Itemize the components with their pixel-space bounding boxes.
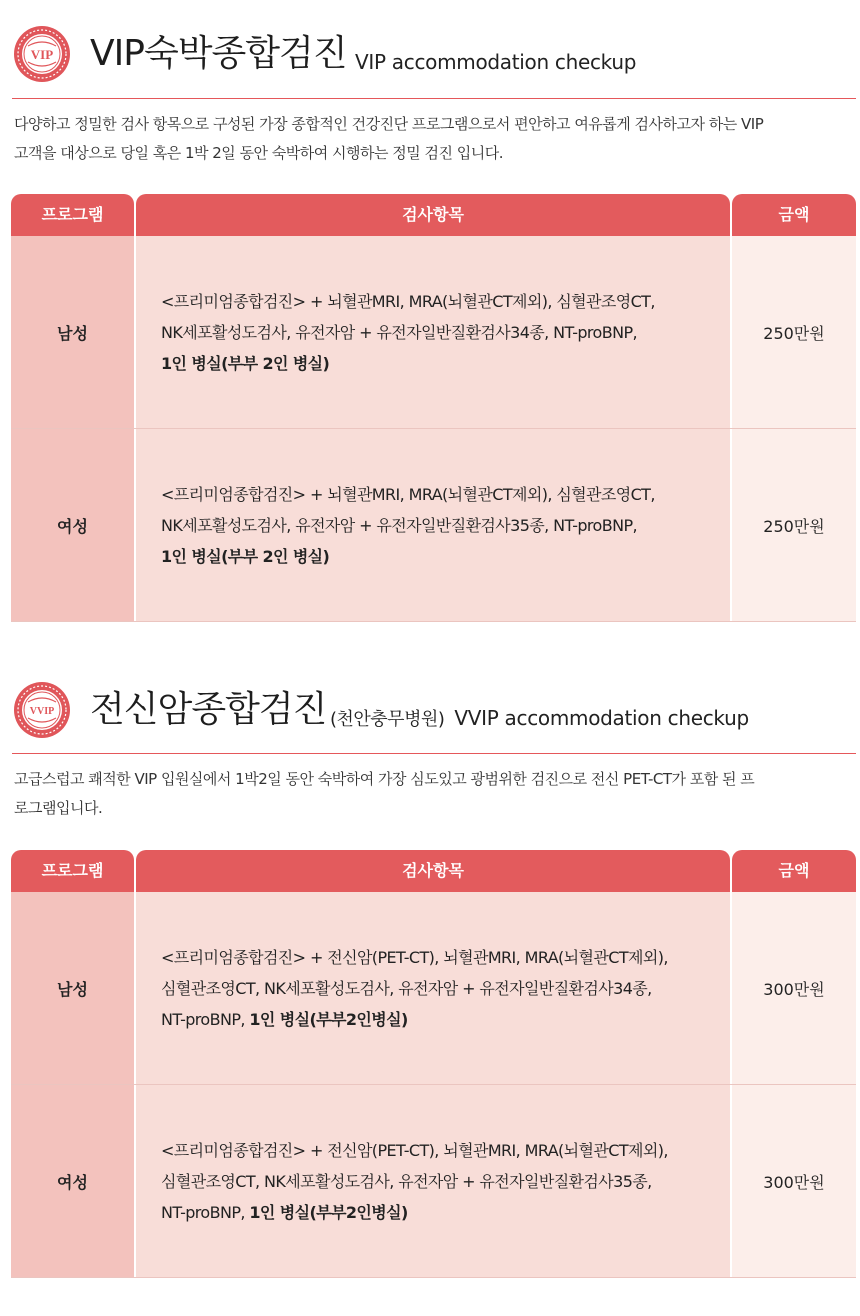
header-program: 프로그램 [11,194,134,236]
items-line: 심혈관조영CT, NK세포활성도검사, 유전자암 + 유전자일반질환검사34종, [161,978,652,998]
price-cell: 250만원 [732,429,856,621]
title-divider [12,98,856,99]
header-items: 검사항목 [136,194,730,236]
section-title-row [12,680,856,746]
page-title: 전신암종합검진 [90,689,327,730]
title-english: VIP accommodation checkup [355,50,637,74]
items-line: 심혈관조영CT, NK세포활성도검사, 유전자암 + 유전자일반질환검사35종, [161,1171,652,1191]
items-line: NT-proBNP, [161,1009,250,1029]
table-row [11,892,856,1084]
title-hospital: (천안충무병원) [330,709,445,730]
room-info: 1인 병실(부부2인병실) [249,1009,408,1029]
items-cell [136,892,730,1084]
description-line: 다양하고 정밀한 검사 항목으로 구성된 가장 종합적인 건강진단 프로그램으로서 편안하고 여유롭게 검사하고자 하는 VIP [14,115,764,133]
section-description [14,110,850,168]
header-items: 검사항목 [136,850,730,892]
table-row [11,429,856,621]
description-line: 고객을 대상으로 당일 혹은 1박 2일 동안 숙박하여 시행하는 정밀 검진 입니다. [14,144,504,162]
header-price: 금액 [732,194,856,236]
title-english: VVIP accommodation checkup [454,706,749,730]
program-cell: 남성 [11,236,134,428]
room-info: 1인 병실(부부 2인 병실) [161,353,330,373]
badge-text: VIP [30,47,54,62]
program-cell: 여성 [11,429,134,621]
items-line: <프리미엄종합검진> + 전신암(PET-CT), 뇌혈관MRI, MRA(뇌혈관CT제외), [161,1140,668,1160]
header-program: 프로그램 [11,850,134,892]
table-header [11,194,856,236]
table-row [11,1085,856,1277]
page-title: VIP숙박종합검진 [90,33,347,74]
section-description [14,765,850,823]
items-cell [136,429,730,621]
items-line: <프리미엄종합검진> + 전신암(PET-CT), 뇌혈관MRI, MRA(뇌혈관CT제외), [161,947,668,967]
row-divider [11,1277,856,1278]
vip-seal-icon [12,24,72,84]
items-cell [136,236,730,428]
header-price: 금액 [732,850,856,892]
items-line: NK세포활성도검사, 유전자암 + 유전자일반질환검사35종, NT-proBNP, [161,515,638,535]
program-cell: 남성 [11,892,134,1084]
items-line: <프리미엄종합검진> + 뇌혈관MRI, MRA(뇌혈관CT제외), 심혈관조영CT, [161,484,655,504]
price-cell: 300만원 [732,1085,856,1277]
row-divider [11,621,856,622]
room-info: 1인 병실(부부 2인 병실) [161,546,330,566]
badge-text: VVIP [29,706,55,717]
description-line: 고급스럽고 쾌적한 VIP 입원실에서 1박2일 동안 숙박하여 가장 심도있고 광범위한 검진으로 전신 PET-CT가 포함 된 프 [14,770,755,788]
room-info: 1인 병실(부부2인병실) [249,1202,408,1222]
price-cell: 300만원 [732,892,856,1084]
description-line: 로그램입니다. [14,799,103,817]
section-title-row [12,24,856,90]
title-subtitle [330,704,749,734]
items-line: NT-proBNP, [161,1202,250,1222]
items-line: <프리미엄종합검진> + 뇌혈관MRI, MRA(뇌혈관CT제외), 심혈관조영CT, [161,291,655,311]
title-divider [12,753,856,754]
items-cell [136,1085,730,1277]
vvip-seal-icon [12,680,72,740]
items-line: NK세포활성도검사, 유전자암 + 유전자일반질환검사34종, NT-proBNP, [161,322,638,342]
title-subtitle [355,48,636,78]
table-row [11,236,856,428]
program-cell: 여성 [11,1085,134,1277]
table-header [11,850,856,892]
price-cell: 250만원 [732,236,856,428]
